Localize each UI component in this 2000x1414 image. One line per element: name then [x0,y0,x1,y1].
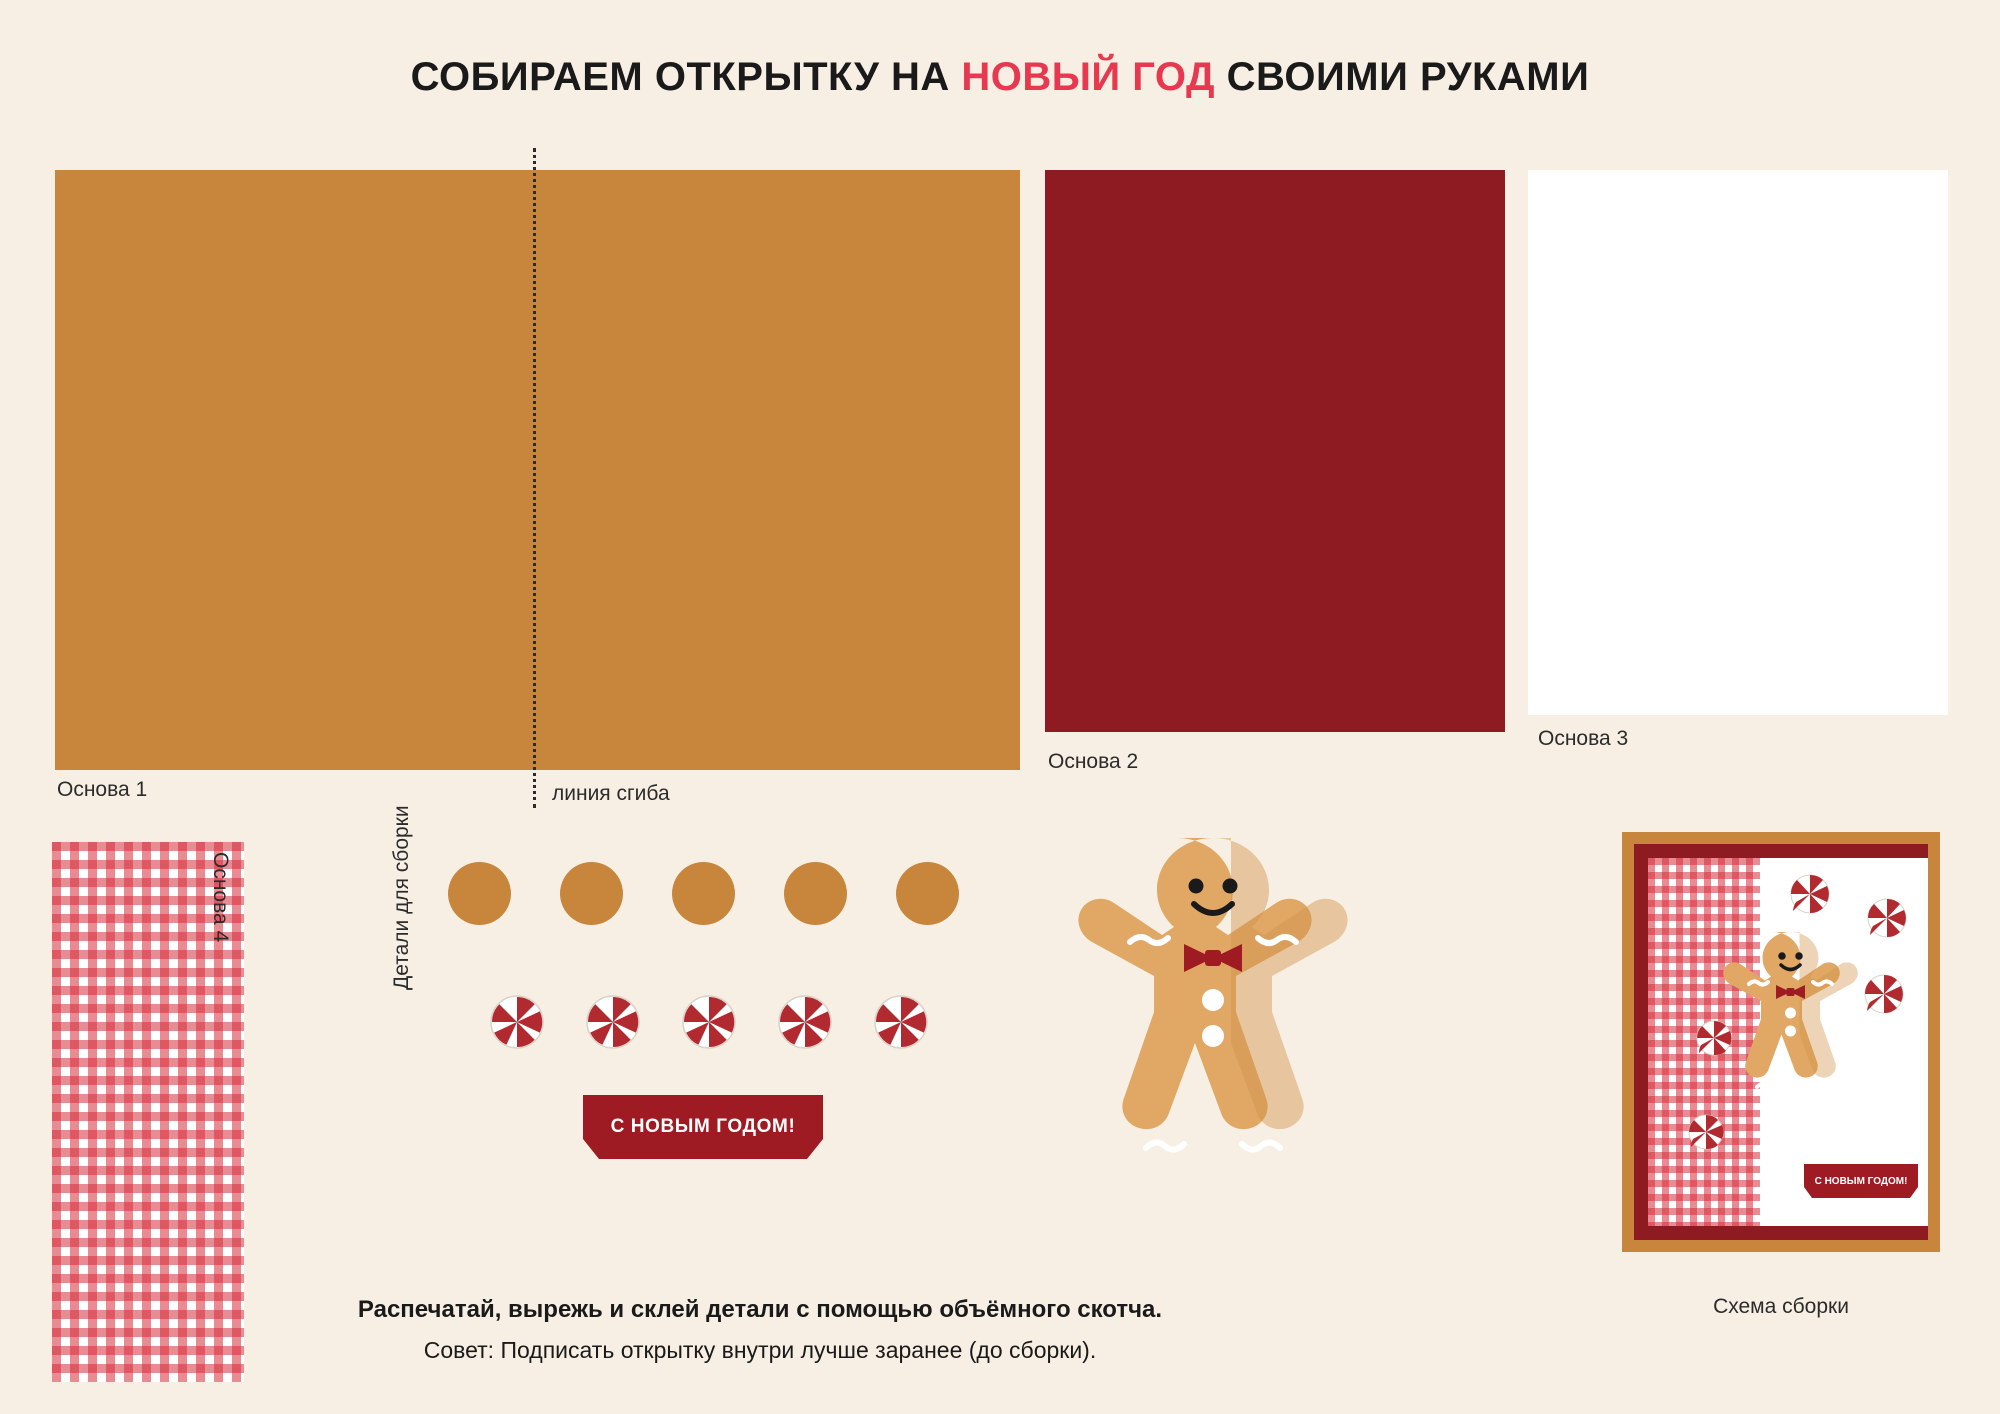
kraft-dot [672,862,735,925]
peppermint-candies-row [490,995,930,1053]
peppermint-candy-icon [586,995,640,1049]
title-part-2: СВОИМИ РУКАМИ [1215,55,1590,99]
peppermint-candy-icon [490,995,544,1049]
base-4-label: Основа 4 [209,852,232,943]
peppermint-candy-icon [874,995,928,1049]
base-3-label: Основа 3 [1538,727,1629,750]
scheme-banner-text: С НОВЫМ ГОДОМ! [1814,1175,1908,1187]
footer-instruction: Распечатай, вырежь и склей детали с помощью объёмного скотча. [357,1296,1163,1323]
title-accent: НОВЫЙ ГОД [961,55,1215,99]
kraft-dots-row [448,862,968,932]
page-title [0,55,2000,100]
fold-line-divider [533,148,536,808]
fold-line-label: линия сгиба [552,782,670,805]
base-1-label: Основа 1 [57,778,148,801]
base-2-red-sheet [1045,170,1505,732]
peppermint-candy-icon [682,995,736,1049]
gingerbread-man-figure [1068,830,1358,1210]
assembly-scheme-preview [1622,832,1940,1252]
base-3-white-sheet [1528,170,1948,715]
kraft-dot [784,862,847,925]
kraft-dot [896,862,959,925]
peppermint-candy-icon [778,995,832,1049]
parts-section-label: Детали для сборки [390,805,413,990]
base-2-label: Основа 2 [1048,750,1139,773]
kraft-dot [560,862,623,925]
kraft-dot [448,862,511,925]
greeting-banner-text: С НОВЫМ ГОДОМ! [610,1116,796,1137]
base-1-kraft-sheet [55,170,1020,770]
assembly-scheme-label: Схема сборки [1713,1295,1849,1318]
footer-tip: Совет: Подписать открытку внутри лучше заранее (до сборки). [423,1337,1097,1363]
greeting-banner [583,1095,823,1159]
title-part-1: СОБИРАЕМ ОТКРЫТКУ НА [410,55,962,99]
